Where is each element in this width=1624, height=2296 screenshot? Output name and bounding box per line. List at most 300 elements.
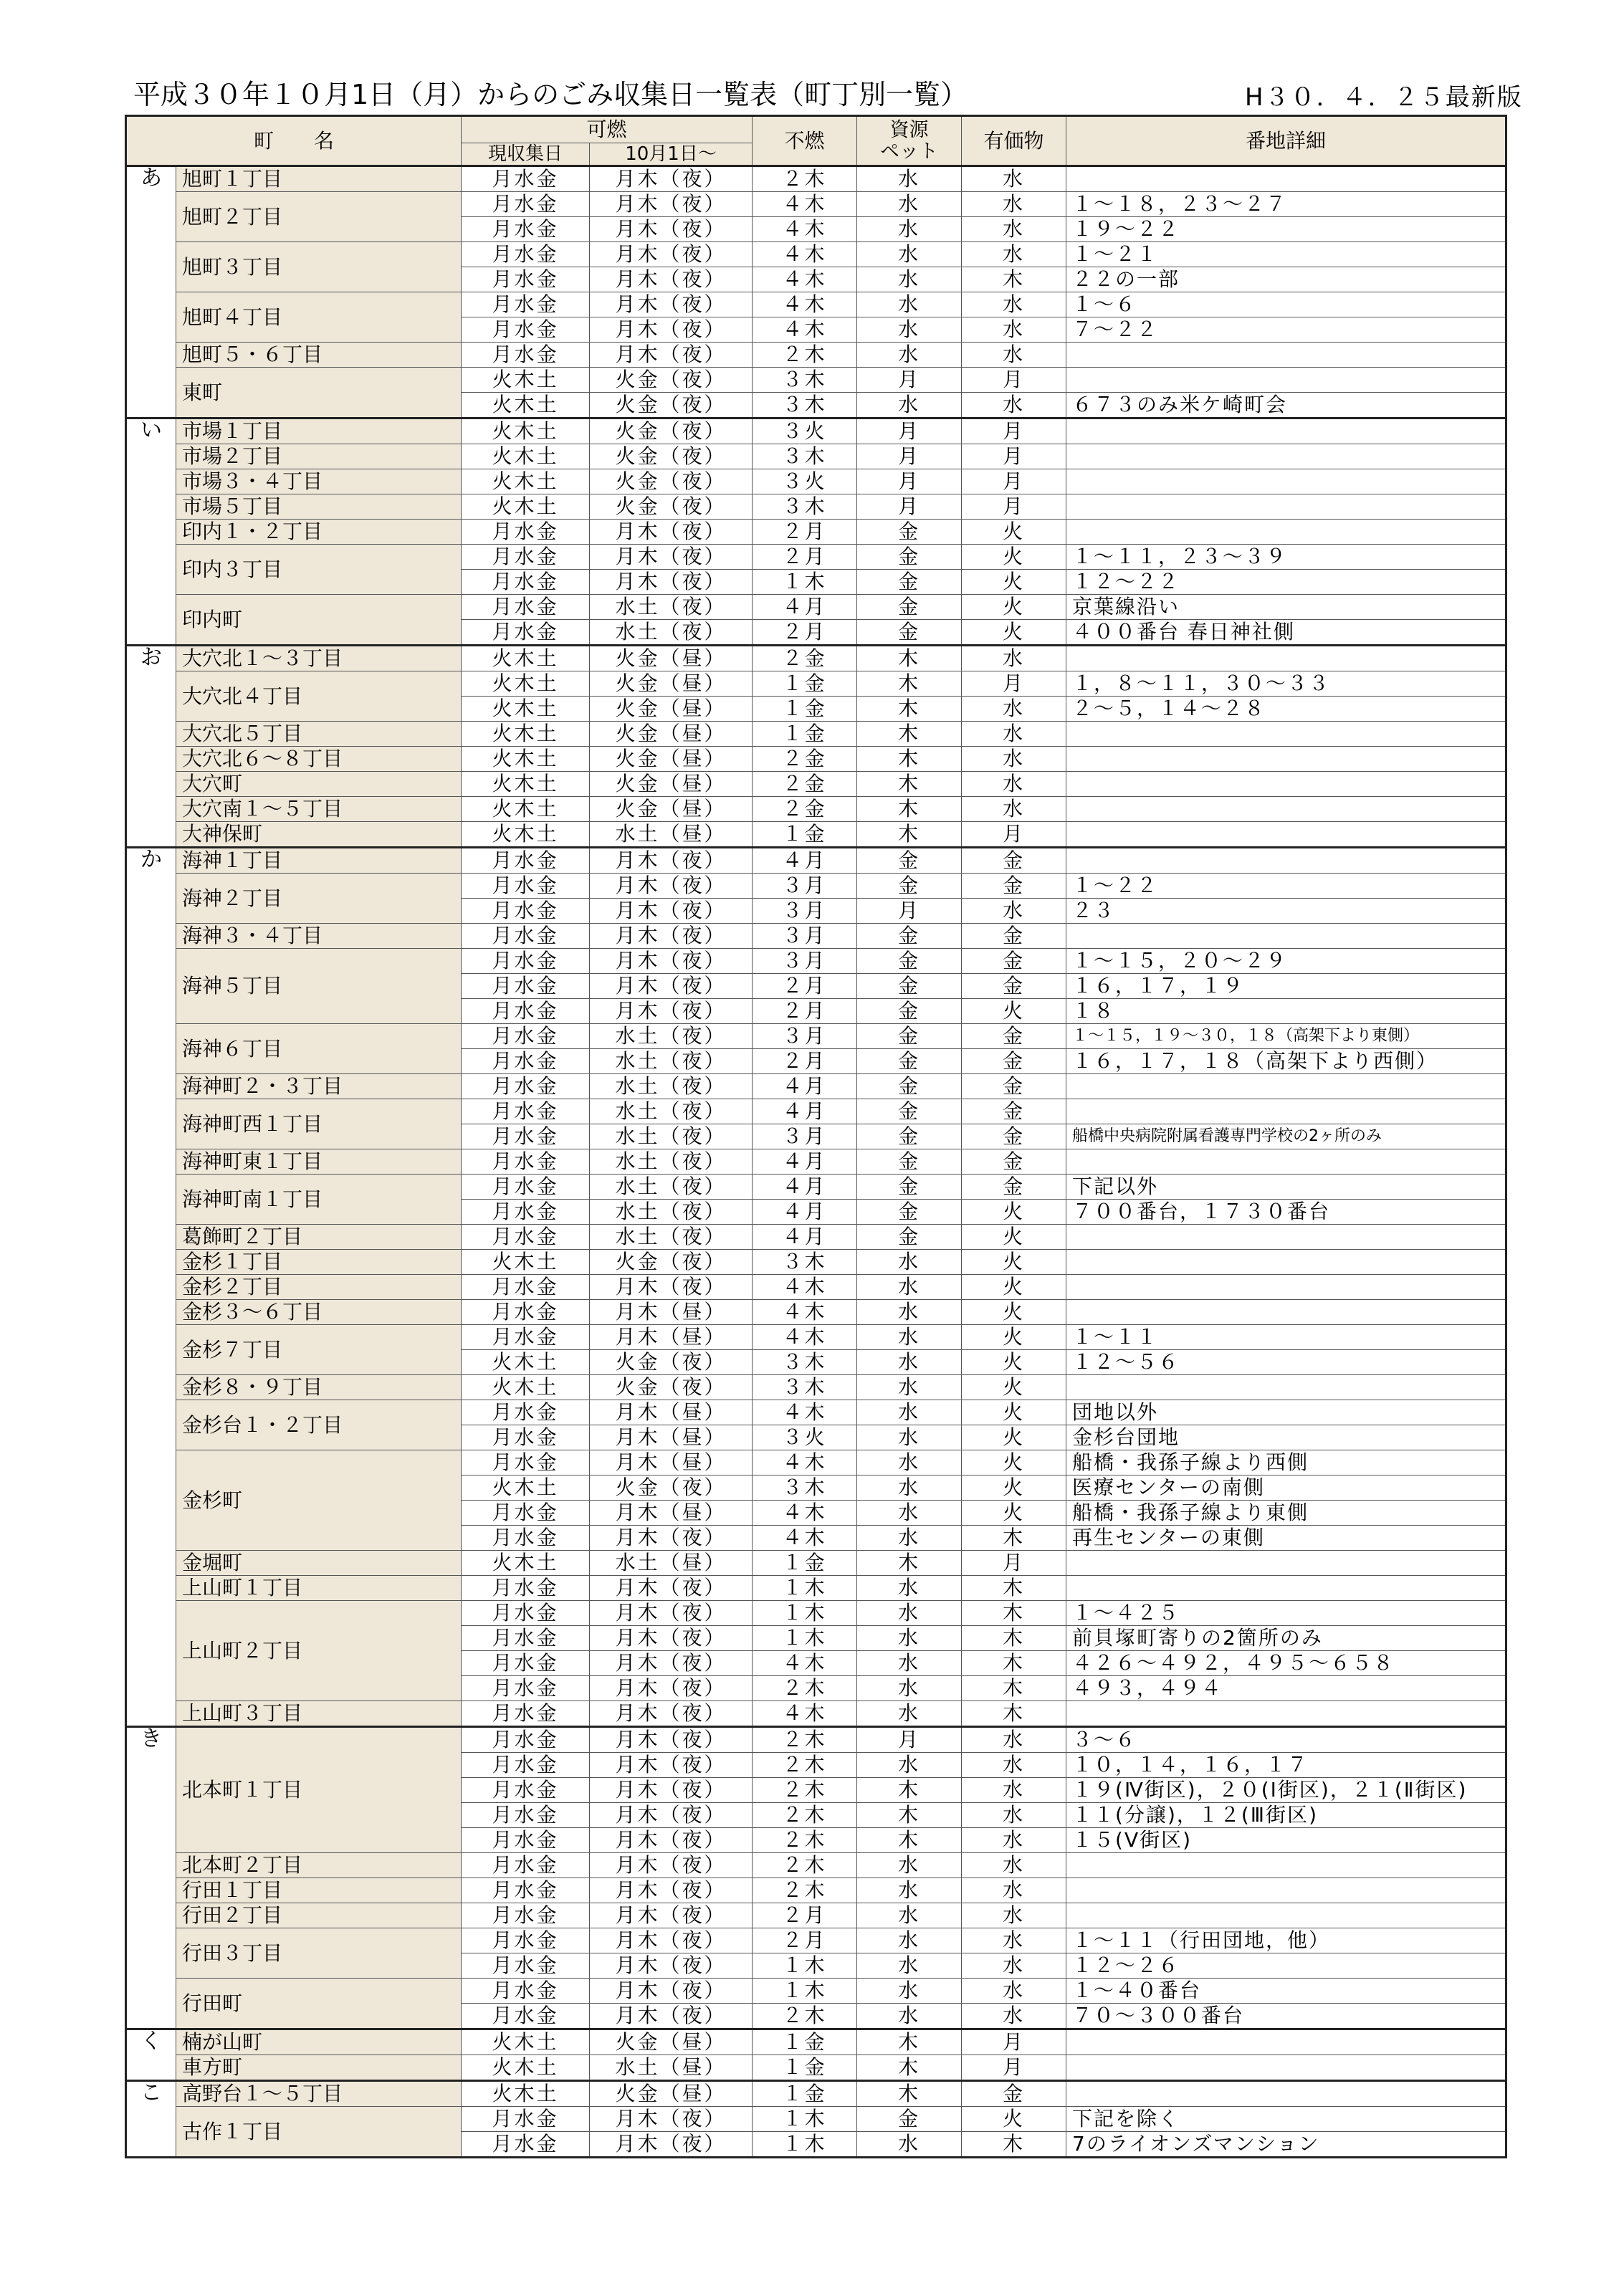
cell-current-day: 月水金 [462,595,590,620]
cell-address-detail [1066,444,1506,469]
table-row [126,1375,1506,1400]
cell-valuables: 金 [962,848,1066,874]
cell-noncombustible: ３月 [753,924,857,949]
cell-current-day: 月水金 [462,1727,590,1753]
cell-from-oct: 月木（夜） [590,1828,753,1853]
cell-current-day: 月水金 [462,1828,590,1853]
table-row [126,874,1506,899]
cell-noncombustible: ３木 [753,368,857,393]
kana-index: か [126,848,176,1727]
cell-valuables: 水 [962,747,1066,772]
cell-from-oct: 火金（昼） [590,2029,753,2055]
cell-valuables: 火 [962,570,1066,595]
cell-from-oct: 月木（昼） [590,1450,753,1475]
cell-from-oct: 月木（夜） [590,1753,753,1778]
cell-address-detail [1066,494,1506,520]
table-row [126,545,1506,570]
cell-current-day: 月水金 [462,620,590,646]
kana-index: い [126,418,176,646]
cell-resources: 金 [857,595,962,620]
table-row [126,292,1506,317]
cell-from-oct: 月木（夜） [590,1576,753,1601]
cell-resources: 水 [857,1400,962,1425]
cell-address-detail: 船橋中央病院附属看護専門学校の2ヶ所のみ [1066,1124,1506,1149]
cell-resources: 金 [857,999,962,1024]
cell-resources: 水 [857,1325,962,1350]
cell-address-detail [1066,797,1506,822]
cell-valuables: 水 [962,242,1066,267]
table-header [126,116,1506,166]
cell-valuables: 金 [962,874,1066,899]
header-town: 町 名 [126,116,462,166]
cell-noncombustible: ２月 [753,620,857,646]
cell-noncombustible: ２木 [753,1803,857,1828]
cell-noncombustible: １木 [753,570,857,595]
cell-from-oct: 水土（夜） [590,1149,753,1175]
cell-resources: 水 [857,1953,962,1979]
cell-current-day: 月水金 [462,1903,590,1928]
cell-valuables: 水 [962,393,1066,418]
cell-resources: 金 [857,1099,962,1124]
header-noncombustible: 不燃 [753,116,857,166]
cell-noncombustible: ２月 [753,1928,857,1953]
cell-valuables: 木 [962,1576,1066,1601]
cell-address-detail [1066,1853,1506,1878]
cell-current-day: 火木土 [462,418,590,444]
cell-valuables: 月 [962,444,1066,469]
cell-current-day: 火木土 [462,822,590,848]
cell-address-detail: 下記以外 [1066,1175,1506,1200]
cell-noncombustible: ４木 [753,1701,857,1727]
cell-address-detail [1066,1275,1506,1300]
cell-from-oct: 月木（夜） [590,545,753,570]
cell-address-detail: ２～５，１４～２８ [1066,697,1506,722]
cell-valuables: 水 [962,166,1066,192]
cell-address-detail: １～１５，２０～２９ [1066,949,1506,974]
cell-resources: 木 [857,1828,962,1853]
cell-resources: 木 [857,1778,962,1803]
cell-valuables: 月 [962,822,1066,848]
cell-noncombustible: ３火 [753,418,857,444]
town-name: 海神町南１丁目 [176,1175,462,1225]
cell-from-oct: 火金（昼） [590,697,753,722]
town-name: 旭町３丁目 [176,242,462,292]
cell-current-day: 火木土 [462,1551,590,1576]
cell-address-detail: １～４０番台 [1066,1979,1506,2004]
cell-address-detail [1066,2029,1506,2055]
cell-current-day: 月水金 [462,1175,590,1200]
cell-valuables: 火 [962,1200,1066,1225]
cell-valuables: 水 [962,343,1066,368]
cell-valuables: 月 [962,469,1066,494]
cell-noncombustible: ２月 [753,1049,857,1074]
cell-address-detail [1066,1074,1506,1099]
cell-valuables: 火 [962,999,1066,1024]
cell-address-detail [1066,848,1506,874]
table-row [126,722,1506,747]
cell-valuables: 水 [962,192,1066,217]
cell-current-day: 月水金 [462,1853,590,1878]
cell-address-detail [1066,418,1506,444]
cell-address-detail: １～１８，２３～２７ [1066,192,1506,217]
town-name: 行田３丁目 [176,1928,462,1979]
table-row [126,1300,1506,1325]
cell-from-oct: 火金（夜） [590,1350,753,1375]
cell-noncombustible: ４木 [753,1450,857,1475]
table-row [126,1727,1506,1753]
cell-current-day: 火木土 [462,2029,590,2055]
cell-valuables: 月 [962,418,1066,444]
town-name: 高野台１～５丁目 [176,2081,462,2107]
cell-address-detail [1066,1099,1506,1124]
town-name: 海神町２・３丁目 [176,1074,462,1099]
cell-noncombustible: ２月 [753,974,857,999]
cell-address-detail [1066,166,1506,192]
table-row [126,772,1506,797]
cell-address-detail: １～２２ [1066,874,1506,899]
cell-resources: 水 [857,217,962,242]
cell-resources: 水 [857,1526,962,1551]
table-row [126,848,1506,874]
cell-valuables: 月 [962,368,1066,393]
cell-valuables: 水 [962,1928,1066,1953]
cell-resources: 水 [857,1601,962,1626]
cell-resources: 木 [857,2055,962,2081]
cell-from-oct: 水土（昼） [590,822,753,848]
cell-current-day: 月水金 [462,2132,590,2158]
cell-address-detail [1066,2055,1506,2081]
header-resources-text: 資源 ペット [880,118,939,163]
cell-current-day: 火木土 [462,1350,590,1375]
kana-index: き [126,1727,176,2029]
cell-resources: 水 [857,317,962,343]
table-row [126,469,1506,494]
cell-current-day: 火木土 [462,671,590,697]
cell-from-oct: 月木（夜） [590,317,753,343]
cell-resources: 月 [857,444,962,469]
table-row [126,1601,1506,1626]
cell-from-oct: 月木（夜） [590,1853,753,1878]
cell-noncombustible: ４月 [753,848,857,874]
table-row [126,494,1506,520]
cell-noncombustible: ３木 [753,1250,857,1275]
cell-from-oct: 水土（昼） [590,2055,753,2081]
cell-current-day: 火木土 [462,2081,590,2107]
cell-from-oct: 月木（夜） [590,2132,753,2158]
cell-current-day: 月水金 [462,1803,590,1828]
cell-current-day: 月水金 [462,317,590,343]
cell-resources: 水 [857,393,962,418]
cell-current-day: 月水金 [462,1928,590,1953]
cell-noncombustible: ４月 [753,595,857,620]
cell-valuables: 水 [962,1803,1066,1828]
cell-current-day: 月水金 [462,1074,590,1099]
cell-noncombustible: ４月 [753,1149,857,1175]
cell-noncombustible: １金 [753,671,857,697]
cell-from-oct: 月木（夜） [590,848,753,874]
cell-current-day: 月水金 [462,874,590,899]
cell-address-detail: １２～５６ [1066,1350,1506,1375]
table-row [126,949,1506,974]
town-name: 海神町西１丁目 [176,1099,462,1149]
table-row [126,1701,1506,1727]
table-row [126,646,1506,671]
cell-noncombustible: ４木 [753,267,857,292]
cell-current-day: 月水金 [462,848,590,874]
header-current-day: 現収集日 [462,143,590,166]
town-name: 大穴北１～３丁目 [176,646,462,671]
cell-valuables: 火 [962,2107,1066,2132]
town-name: 東町 [176,368,462,418]
cell-noncombustible: ３木 [753,1475,857,1501]
cell-address-detail: １９～２２ [1066,217,1506,242]
cell-current-day: 月水金 [462,1576,590,1601]
cell-address-detail: ７０～３００番台 [1066,2004,1506,2029]
cell-resources: 金 [857,1225,962,1250]
table-row [126,1979,1506,2004]
cell-address-detail [1066,822,1506,848]
cell-resources: 水 [857,1501,962,1526]
cell-current-day: 月水金 [462,1024,590,1049]
cell-valuables: 木 [962,1626,1066,1651]
cell-noncombustible: １金 [753,722,857,747]
town-name: 市場５丁目 [176,494,462,520]
table-row [126,418,1506,444]
cell-valuables: 水 [962,217,1066,242]
table-row [126,1903,1506,1928]
table-row [126,192,1506,217]
town-name: 大穴北６～８丁目 [176,747,462,772]
cell-valuables: 火 [962,1425,1066,1450]
cell-address-detail: ４００番台 春日神社側 [1066,620,1506,646]
cell-valuables: 金 [962,1175,1066,1200]
table-row [126,924,1506,949]
cell-resources: 金 [857,1049,962,1074]
cell-resources: 金 [857,848,962,874]
cell-address-detail: ２３ [1066,899,1506,924]
cell-address-detail: １～１１ [1066,1325,1506,1350]
cell-valuables: 水 [962,797,1066,822]
cell-address-detail: ４９３，４９４ [1066,1676,1506,1701]
cell-valuables: 火 [962,1325,1066,1350]
table-row [126,444,1506,469]
table-row [126,747,1506,772]
cell-current-day: 月水金 [462,1275,590,1300]
town-name: 市場１丁目 [176,418,462,444]
cell-address-detail: １８ [1066,999,1506,1024]
cell-resources: 金 [857,1200,962,1225]
town-name: 市場３・４丁目 [176,469,462,494]
cell-address-detail [1066,646,1506,671]
cell-resources: 金 [857,924,962,949]
cell-resources: 水 [857,242,962,267]
cell-noncombustible: ４木 [753,1275,857,1300]
table-row [126,1250,1506,1275]
table-row [126,822,1506,848]
cell-from-oct: 月木（夜） [590,292,753,317]
cell-noncombustible: ４木 [753,292,857,317]
cell-current-day: 月水金 [462,1501,590,1526]
cell-address-detail: ７００番台，１７３０番台 [1066,1200,1506,1225]
cell-noncombustible: ２月 [753,999,857,1024]
cell-from-oct: 火金（昼） [590,671,753,697]
cell-resources: 金 [857,1149,962,1175]
cell-valuables: 火 [962,1225,1066,1250]
cell-current-day: 月水金 [462,1676,590,1701]
cell-current-day: 火木土 [462,722,590,747]
cell-noncombustible: ４木 [753,192,857,217]
cell-current-day: 月水金 [462,1149,590,1175]
cell-address-detail: １２～２２ [1066,570,1506,595]
cell-from-oct: 月木（夜） [590,1727,753,1753]
cell-current-day: 火木土 [462,646,590,671]
cell-valuables: 木 [962,1701,1066,1727]
cell-valuables: 水 [962,1853,1066,1878]
cell-from-oct: 火金（昼） [590,747,753,772]
town-name: 旭町２丁目 [176,192,462,242]
cell-resources: 水 [857,1878,962,1903]
cell-from-oct: 火金（昼） [590,2081,753,2107]
cell-from-oct: 月木（夜） [590,974,753,999]
town-name: 旭町５・６丁目 [176,343,462,368]
cell-resources: 木 [857,722,962,747]
cell-from-oct: 火金（昼） [590,646,753,671]
town-name: 車方町 [176,2055,462,2081]
table-row [126,2055,1506,2081]
cell-from-oct: 火金（夜） [590,469,753,494]
cell-noncombustible: ２木 [753,1727,857,1753]
cell-noncombustible: ４木 [753,242,857,267]
cell-valuables: 金 [962,1074,1066,1099]
version-label: H３０．４．２５最新版 [1245,83,1523,112]
cell-from-oct: 月木（夜） [590,217,753,242]
cell-resources: 木 [857,646,962,671]
cell-from-oct: 月木（夜） [590,267,753,292]
cell-noncombustible: ３木 [753,494,857,520]
cell-from-oct: 月木（夜） [590,999,753,1024]
cell-noncombustible: ２木 [753,1878,857,1903]
header-resources [857,116,962,166]
cell-address-detail: 再生センターの東側 [1066,1526,1506,1551]
cell-noncombustible: ２月 [753,520,857,545]
cell-address-detail: １～１５，１９～３０，１８（高架下より東側） [1066,1024,1506,1049]
cell-from-oct: 月木（夜） [590,192,753,217]
cell-from-oct: 月木（夜） [590,1701,753,1727]
cell-noncombustible: １木 [753,1601,857,1626]
cell-from-oct: 月木（夜） [590,1953,753,1979]
cell-current-day: 月水金 [462,1200,590,1225]
table-row [126,520,1506,545]
cell-valuables: 木 [962,1601,1066,1626]
cell-resources: 木 [857,671,962,697]
cell-resources: 木 [857,822,962,848]
cell-valuables: 水 [962,1828,1066,1853]
cell-resources: 水 [857,267,962,292]
cell-resources: 木 [857,1551,962,1576]
cell-address-detail [1066,1300,1506,1325]
cell-current-day: 火木土 [462,494,590,520]
kana-index: お [126,646,176,848]
cell-noncombustible: ４木 [753,1526,857,1551]
cell-address-detail: 医療センターの南側 [1066,1475,1506,1501]
cell-resources: 木 [857,797,962,822]
cell-resources: 水 [857,1979,962,2004]
cell-resources: 水 [857,1676,962,1701]
cell-valuables: 水 [962,722,1066,747]
cell-valuables: 金 [962,1099,1066,1124]
town-name: 印内３丁目 [176,545,462,595]
cell-from-oct: 水土（夜） [590,1124,753,1149]
cell-current-day: 月水金 [462,1651,590,1676]
cell-valuables: 木 [962,267,1066,292]
cell-address-detail: 京葉線沿い [1066,595,1506,620]
cell-from-oct: 月木（夜） [590,1626,753,1651]
cell-current-day: 火木土 [462,1475,590,1501]
cell-address-detail [1066,1576,1506,1601]
cell-noncombustible: ３木 [753,444,857,469]
cell-from-oct: 月木（夜） [590,2004,753,2029]
table-row [126,1450,1506,1475]
cell-noncombustible: ４木 [753,317,857,343]
cell-current-day: 火木土 [462,747,590,772]
town-name: 旭町４丁目 [176,292,462,343]
cell-current-day: 火木土 [462,393,590,418]
header-valuables: 有価物 [962,116,1066,166]
cell-resources: 金 [857,1175,962,1200]
cell-noncombustible: １木 [753,1626,857,1651]
cell-valuables: 水 [962,697,1066,722]
cell-noncombustible: ４木 [753,217,857,242]
town-name: 葛飾町２丁目 [176,1225,462,1250]
cell-valuables: 木 [962,2132,1066,2158]
cell-valuables: 水 [962,1778,1066,1803]
cell-noncombustible: ４月 [753,1099,857,1124]
cell-noncombustible: ２木 [753,166,857,192]
cell-address-detail: ６７３のみ米ケ崎町会 [1066,393,1506,418]
cell-address-detail: 金杉台団地 [1066,1425,1506,1450]
cell-from-oct: 月木（夜） [590,1778,753,1803]
cell-resources: 水 [857,1375,962,1400]
cell-noncombustible: ３木 [753,1375,857,1400]
cell-valuables: 水 [962,1903,1066,1928]
cell-noncombustible: ４月 [753,1200,857,1225]
cell-current-day: 月水金 [462,949,590,974]
table-row [126,368,1506,393]
cell-resources: 月 [857,1727,962,1753]
cell-address-detail: １～２１ [1066,242,1506,267]
table-row [126,1099,1506,1124]
cell-resources: 水 [857,166,962,192]
cell-address-detail: １，８～１１，３０～３３ [1066,671,1506,697]
cell-valuables: 水 [962,2004,1066,2029]
cell-noncombustible: ２木 [753,1753,857,1778]
cell-noncombustible: ３月 [753,899,857,924]
cell-noncombustible: １金 [753,697,857,722]
table-row [126,2107,1506,2132]
cell-from-oct: 火金（夜） [590,1475,753,1501]
cell-valuables: 火 [962,520,1066,545]
cell-address-detail: 船橋・我孫子線より西側 [1066,1450,1506,1475]
cell-noncombustible: ２木 [753,2004,857,2029]
cell-noncombustible: ２月 [753,545,857,570]
cell-current-day: 月水金 [462,1526,590,1551]
cell-from-oct: 月木（昼） [590,1300,753,1325]
town-name: 金杉町 [176,1450,462,1551]
cell-current-day: 月水金 [462,242,590,267]
cell-from-oct: 水土（夜） [590,1200,753,1225]
cell-resources: 金 [857,1124,962,1149]
cell-resources: 木 [857,2081,962,2107]
